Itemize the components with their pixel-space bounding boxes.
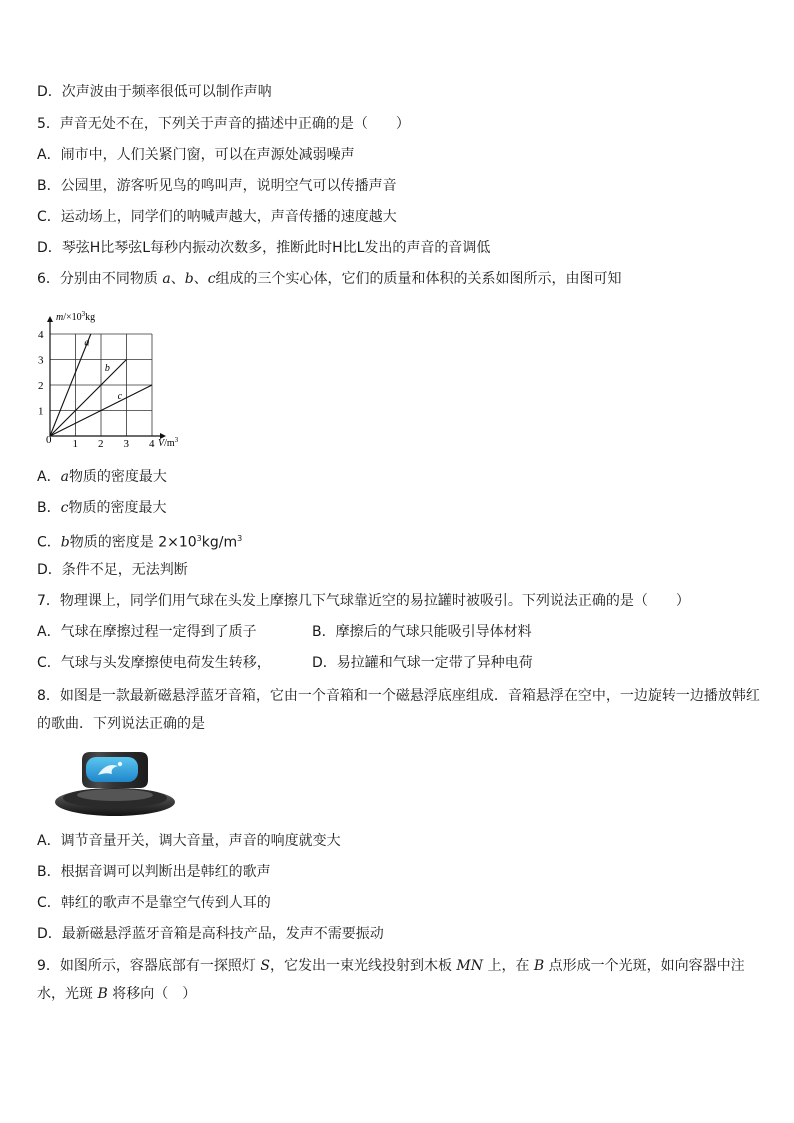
q6-option-d: D．条件不足，无法判断	[37, 562, 188, 578]
q5-option-a: A．闹市中，人们关紧门窗，可以在声源处减弱噪声	[37, 147, 355, 163]
y-tick-label: 2	[38, 380, 44, 392]
series-label-a: a	[84, 337, 90, 349]
x-tick-label: 2	[98, 438, 104, 450]
y-axis-label: $m/\times 10^3kg$	[56, 310, 96, 323]
y-tick-label: 1	[38, 405, 44, 418]
q6-option-a: A．a物质的密度最大	[37, 469, 167, 485]
q7-stem: 7．物理课上，同学们用气球在头发上摩擦几下气球靠近空的易拉罐时被吸引。下列说法正确的是（ ）	[37, 593, 690, 609]
mass-volume-chart	[34, 306, 194, 454]
series-label-b: b	[104, 362, 110, 374]
q5-option-d: D．琴弦H比琴弦L每秒内振动次数多，推断此时H比L发出的声音的音调低	[37, 240, 491, 256]
q7-option-b: B．摩擦后的气球只能吸引导体材料	[312, 624, 532, 640]
x-tick-label: 3	[123, 438, 129, 450]
x-axis-label: $V/m^3$	[158, 436, 179, 449]
q7-option-d: D．易拉罐和气球一定带了异种电荷	[312, 655, 533, 671]
series-label-c: c	[117, 391, 123, 403]
q5-option-c: C．运动场上，同学们的呐喊声越大，声音传播的速度越大	[37, 209, 397, 225]
q7-option-a: A．气球在摩擦过程一定得到了质子	[37, 624, 257, 640]
q8-option-d: D．最新磁悬浮蓝牙音箱是高科技产品，发声不需要振动	[37, 926, 384, 942]
origin-label: 0	[46, 434, 52, 446]
q8-stem: 8．如图是一款最新磁悬浮蓝牙音箱，它由一个音箱和一个磁悬浮底座组成．音箱悬浮在空中，一边旋转一边播放韩红的歌曲．下列说法正确的是	[37, 688, 760, 732]
q6-stem: 6．分别由不同物质 a、b、c组成的三个实心体，它们的质量和体积的关系如图所示，由图可知	[37, 271, 622, 287]
q6-option-c: C．b物质的密度是 $2\times 10^3kg/m^3$	[37, 534, 243, 551]
y-axis-arrow	[47, 316, 53, 322]
q7-option-c: C．气球与头发摩擦使电荷发生转移，	[37, 655, 271, 671]
q6-option-b: B．c物质的密度最大	[37, 500, 167, 516]
y-tick-label: 3	[38, 354, 44, 367]
q9-stem: 9．如图所示，容器底部有一探照灯 S，它发出一束光线投射到木板 MN 上，在 B 点形成一个光斑，如向容器中注水，光斑 B 将移向（ ）	[37, 958, 745, 1002]
q8-option-a: A．调节音量开关，调大音量，声音的响度就变大	[37, 833, 341, 849]
q5-stem: 5．声音无处不在，下列关于声音的描述中正确的是（ ）	[37, 116, 410, 132]
q5-option-b: B．公园里，游客听见鸟的鸣叫声，说明空气可以传播声音	[37, 178, 397, 194]
q8-option-b: B．根据音调可以判断出是韩红的歌声	[37, 864, 271, 880]
q8-option-c: C．韩红的歌声不是靠空气传到人耳的	[37, 895, 271, 911]
q4-option-d: D．次声波由于频率很低可以制作声呐	[37, 84, 272, 100]
series-line-b	[50, 360, 127, 437]
x-tick-label: 4	[149, 438, 155, 450]
y-tick-label: 4	[38, 329, 44, 341]
maglev-speaker-image	[52, 748, 178, 818]
x-tick-label: 1	[72, 438, 78, 450]
